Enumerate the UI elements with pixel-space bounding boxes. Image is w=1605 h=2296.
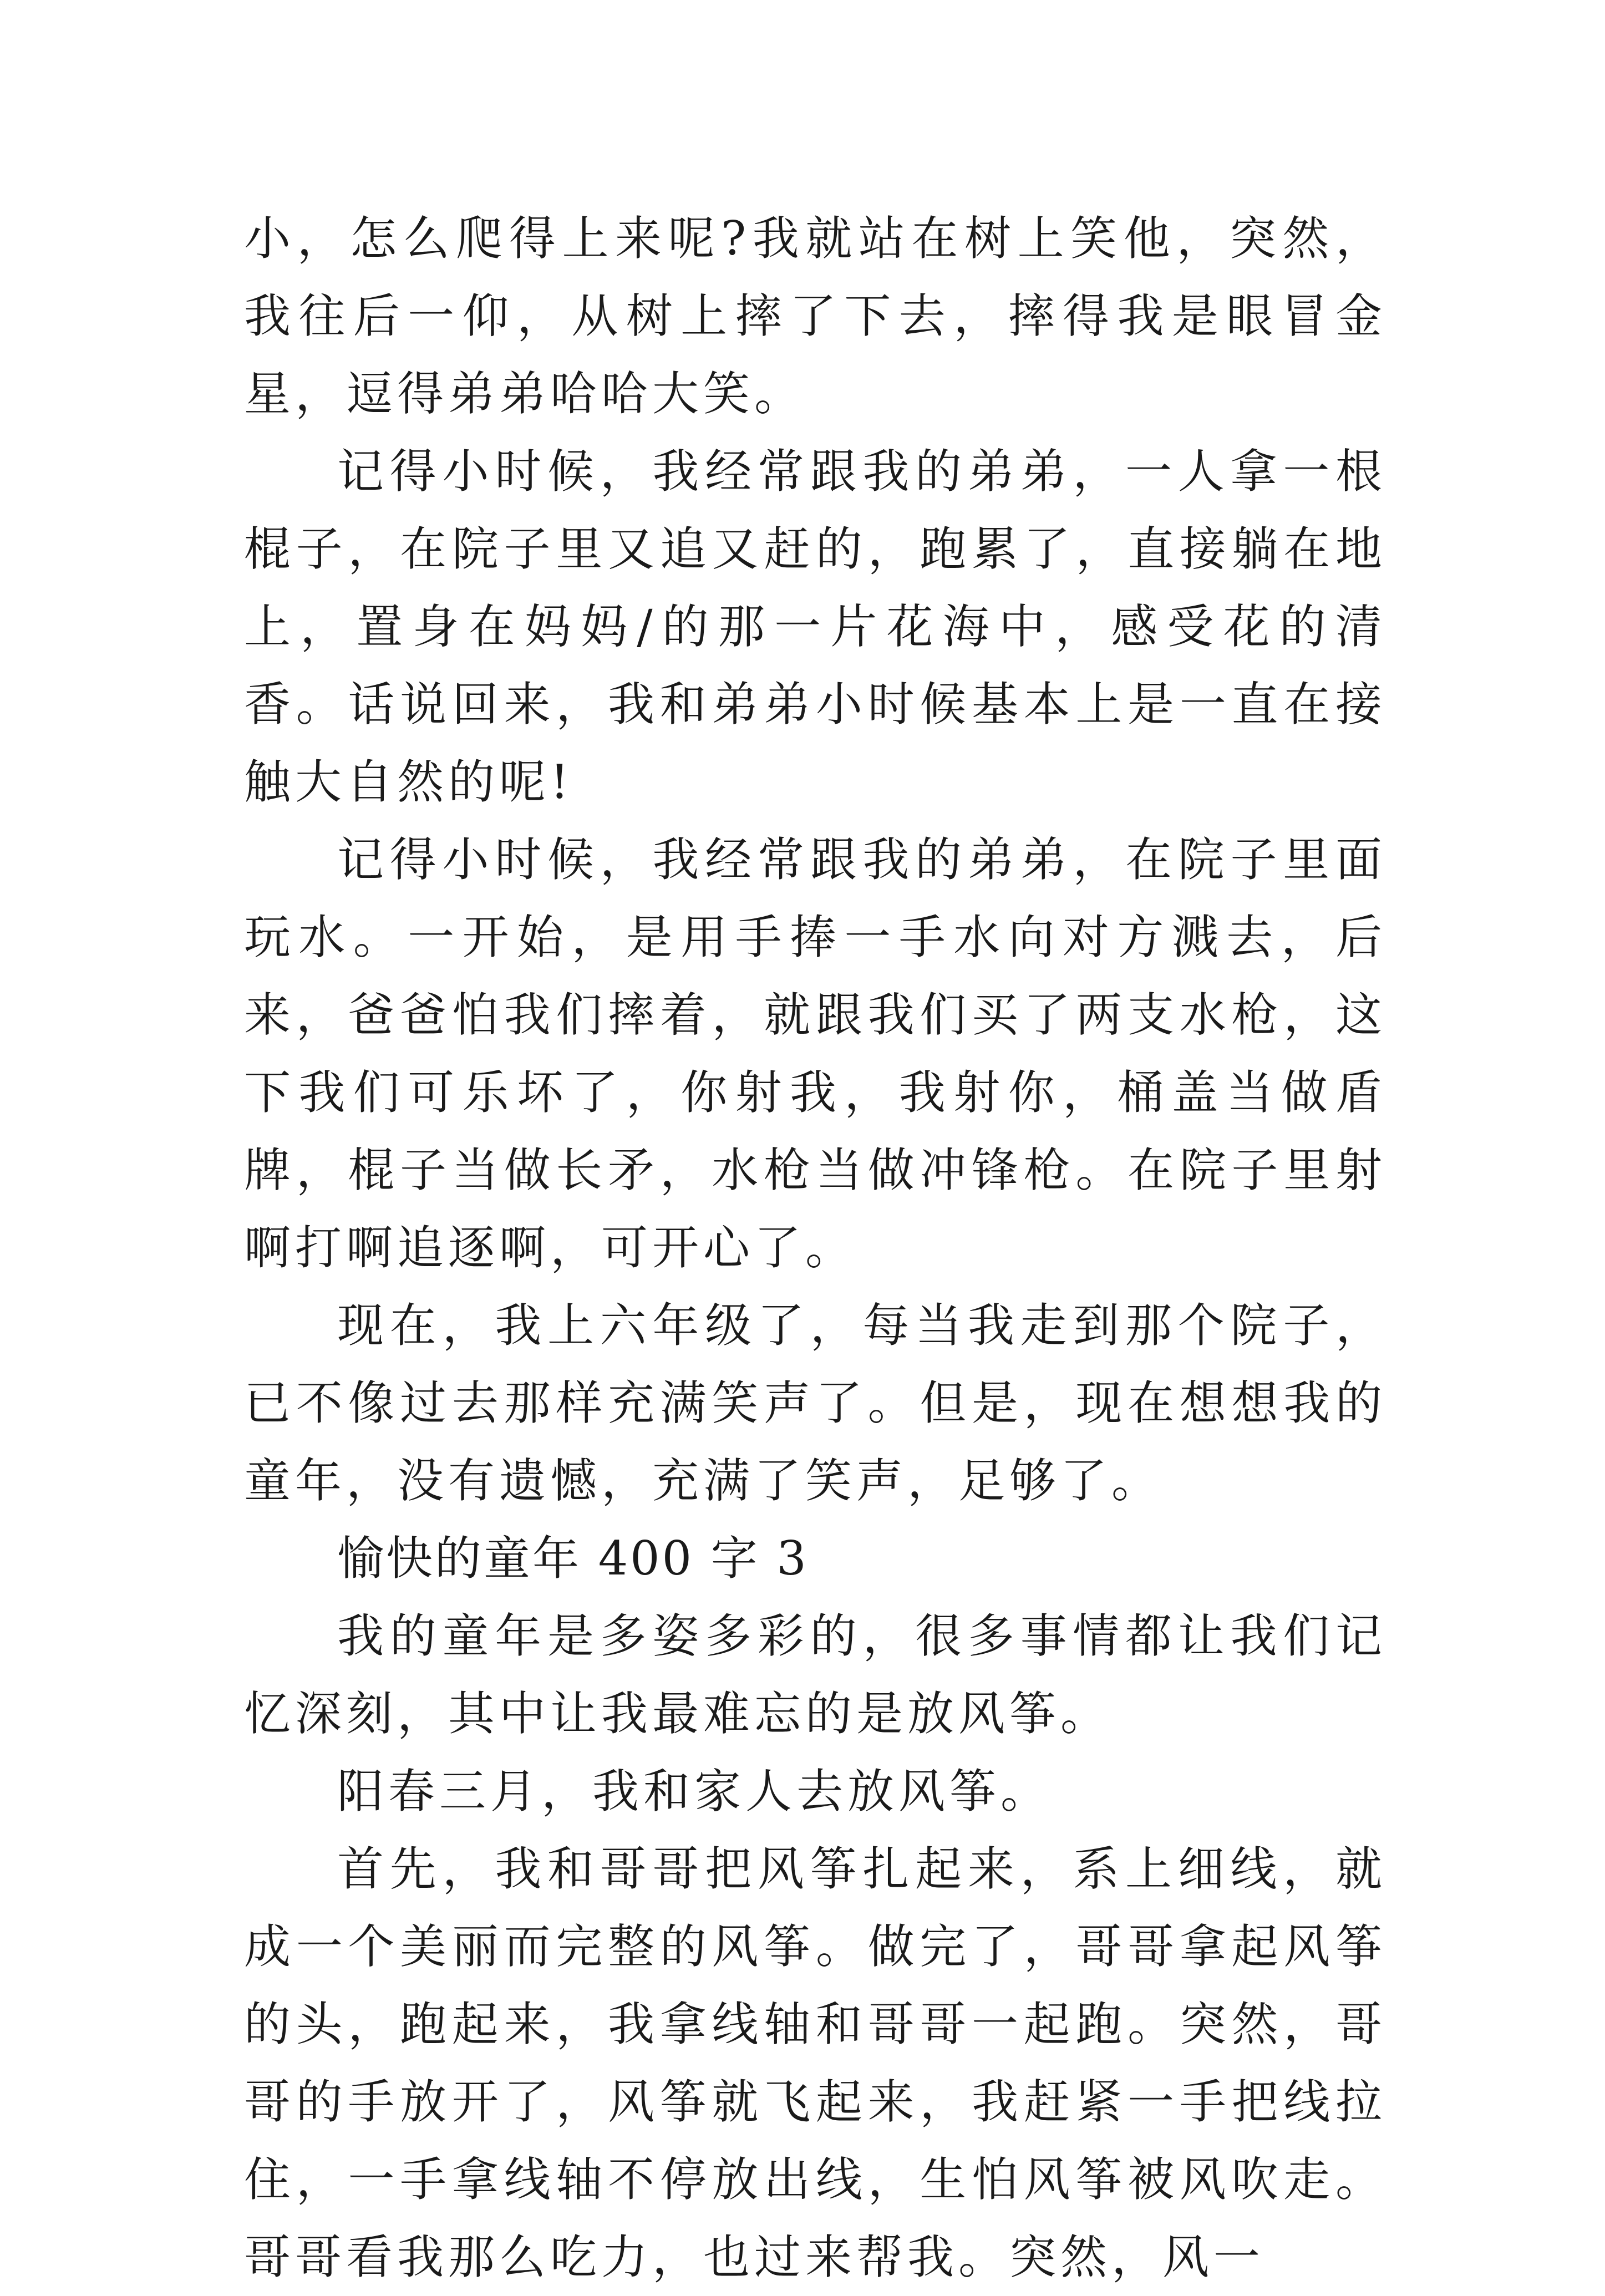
paragraph-6: 阳春三月，我和家人去放风筝。 [337,1764,1052,1818]
paragraph-4: 现在，我上六年级了，每当我走到那个院子，已不像过去那样充满笑声了。但是，现在想想我的童年，没有遗憾，充满了笑声，足够了。 [244,1298,1386,1508]
paragraph-2: 记得小时候，我经常跟我的弟弟，一人拿一根棍子，在院子里又追又赶的，跑累了，直接躺在地上，置身在妈妈/的那一片花海中，感受花的清香。话说回来，我和弟弟小时候基本上是一直在接触大自然的呢! [244,444,1386,809]
paragraph-3: 记得小时候，我经常跟我的弟弟，在院子里面玩水。一开始，是用手捧一手水向对方溅去，后来，爸爸怕我们摔着，就跟我们买了两支水枪，这下我们可乐坏了，你射我，我射你，桶盖当做盾牌，棍子当做长矛，水枪当做冲锋枪。在院子里射啊打啊追逐啊，可开心了。 [244,832,1386,1275]
paragraph-7: 首先，我和哥哥把风筝扎起来，系上细线，就成一个美丽而完整的风筝。做完了，哥哥拿起风筝的头，跑起来，我拿线轴和哥哥一起跑。突然，哥哥的手放开了，风筝就飞起来，我赶紧一手把线拉住，一手拿线轴不停放出线，生怕风筝被风吹走。哥哥看我那么吃力，也过来帮我。突然，风一 [244,1842,1386,2284]
paragraph-1: 小，怎么爬得上来呢?我就站在树上笑他，突然，我往后一仰，从树上摔了下去，摔得我是眼冒金星，逗得弟弟哈哈大笑。 [244,211,1386,421]
document-body [244,200,1386,2296]
section-heading: 愉快的童年 400 字 3 [337,1531,809,1586]
paragraph-5: 我的童年是多姿多彩的，很多事情都让我们记忆深刻，其中让我最难忘的是放风筝。 [244,1609,1386,1741]
